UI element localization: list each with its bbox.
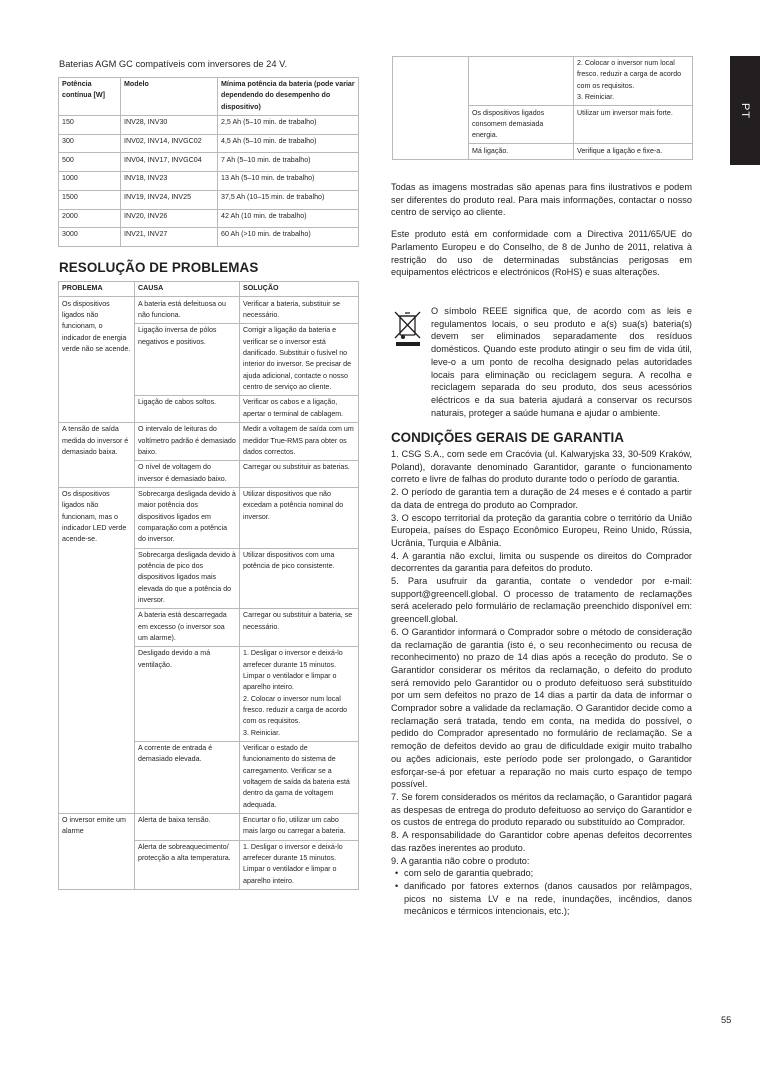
- troubleshooting-title: RESOLUÇÃO DE PROBLEMAS: [59, 260, 259, 275]
- solution-cell: Verifique a ligação e fixe-a.: [574, 144, 693, 159]
- solution-cell: Carregar ou substituir a bateria, se necessário.: [240, 609, 359, 647]
- table-row: [59, 297, 359, 324]
- model-cell: INV21, INV27: [121, 228, 218, 247]
- table-row: [59, 487, 359, 548]
- cause-cell: Alerta de sobreaquecimento/ protecção a alta temperatura.: [135, 840, 240, 889]
- warranty-title: CONDIÇÕES GERAIS DE GARANTIA: [391, 430, 624, 445]
- solution-cell: 1. Desligar o inversor e deixá-lo arrefecer durante 15 minutos. Limpar o ventilador e limpar o aparelho inteiro.: [240, 840, 359, 889]
- solution-cell: Verificar os cabos e a ligação, apertar o terminal de cablagem.: [240, 396, 359, 423]
- table-row: [59, 134, 359, 153]
- table-row: [59, 423, 359, 461]
- cause-cell: Ligação inversa de pólos negativos e positivos.: [135, 324, 240, 396]
- warranty-paragraph: 5. Para usufruir da garantia, contate o vendedor por e-mail: support@greencell.global. O processo de tratamento de reclamações será acelerado pelo formulário de reclamação preenchido disponível em: greencell.global.: [391, 576, 692, 625]
- cause-cell: Alerta de baixa tensão.: [135, 813, 240, 840]
- model-cell: INV19, INV24, INV25: [121, 190, 218, 209]
- table-row: [59, 116, 359, 135]
- images-note: Todas as imagens mostradas são apenas para fins ilustrativos e podem ser diferentes do produto real. Para mais informações, contactar o nosso centro de serviço ao cliente.: [391, 182, 692, 218]
- battery-cell: 4,5 Ah (5–10 min. de trabalho): [218, 134, 359, 153]
- solution-cell: Encurtar o fio, utilizar um cabo mais largo ou carregar a bateria.: [240, 813, 359, 840]
- troubleshooting-table-continued: [392, 56, 693, 160]
- cause-cell: O nível de voltagem do inversor é demasiado baixo.: [135, 461, 240, 488]
- power-cell: 1500: [59, 190, 121, 209]
- page-number: 55: [721, 1015, 732, 1025]
- warranty-paragraph: 1. CSG S.A., com sede em Cracóvia (ul. Kalwaryjska 33, 30-509 Kraków, Poland), doravante denominado Garantidor, garante o funcionamento correto e livre de falhas do produto durante todo o período de garantia.: [391, 449, 692, 485]
- power-cell: 150: [59, 116, 121, 135]
- problem-cell: A tensão de saída medida do inversor é demasiado baixa.: [59, 423, 135, 488]
- language-tab: [730, 56, 760, 165]
- table-row: [59, 172, 359, 191]
- table-header-row: [59, 282, 359, 297]
- solution-cell: [574, 57, 693, 106]
- model-cell: INV04, INV17, INVGC04: [121, 153, 218, 172]
- warranty-paragraph: 2. O período de garantia tem a duração de 24 meses e é contado a partir da data de entrega do produto ao Comprador.: [391, 487, 692, 510]
- solution-cell: Corrigir a ligação da bateria e verificar se o inversor está danificado. Substituir o fusível no interior do inversor. Se precisar de ajuda adicional, contacte o nosso centro de serviço ao cliente.: [240, 324, 359, 396]
- warranty-paragraph: 8. A responsabilidade do Garantidor cobre apenas defeitos decorrentes das razões inerentes ao produto.: [391, 830, 692, 853]
- battery-cell: 37,5 Ah (10–15 min. de trabalho): [218, 190, 359, 209]
- list-item: • danificado por fatores externos (danos causados por relâmpagos, picos no sistema LV e na rede, inundações, incêndios, danos mecânicos e térmicos intencionais, etc.);: [391, 880, 692, 918]
- list-item: • com selo de garantia quebrado;: [391, 867, 692, 880]
- cause-cell: O intervalo de leituras do voltímetro padrão é demasiado baixo.: [135, 423, 240, 461]
- battery-cell: 2,5 Ah (5–10 min. de trabalho): [218, 116, 359, 135]
- language-tab-label: PT: [739, 102, 751, 119]
- notes-block: [391, 181, 692, 288]
- cause-cell: A corrente de entrada é demasiado elevada.: [135, 741, 240, 813]
- model-cell: INV18, INV23: [121, 172, 218, 191]
- solution-cell: Utilizar dispositivos com uma potência de pico consistente.: [240, 548, 359, 609]
- cause-cell: Má ligação.: [469, 144, 574, 159]
- table-row: [59, 228, 359, 247]
- header-solution: SOLUÇÃO: [240, 282, 359, 297]
- warranty-paragraph: 9. A garantia não cobre o produto:: [391, 855, 530, 866]
- header-problem: PROBLEMA: [59, 282, 135, 297]
- cause-cell-continued: [469, 57, 574, 106]
- solution-cell: Carregar ou substituir as baterias.: [240, 461, 359, 488]
- table-row: [393, 57, 693, 106]
- warranty-paragraph: 4. A garantia não exclui, limita ou suspende os direitos do Comprador decorrentes da garantia para defeitos do produto.: [391, 550, 692, 574]
- battery-cell: 60 Ah (>10 min. de trabalho): [218, 228, 359, 247]
- problem-cell-continued: [393, 57, 469, 160]
- problem-cell: Os dispositivos ligados não funcionam, o indicador de energia verde não se acende.: [59, 297, 135, 423]
- power-cell: 3000: [59, 228, 121, 247]
- header-power: Potência contínua [W]: [59, 78, 121, 116]
- cause-cell: A bateria está defeituosa ou não funciona.: [135, 297, 240, 324]
- model-cell: INV02, INV14, INVGC02: [121, 134, 218, 153]
- power-cell: 2000: [59, 209, 121, 228]
- weee-note: [391, 305, 692, 428]
- problem-cell: Os dispositivos ligados não funcionam, mas o indicador LED verde acende-se.: [59, 487, 135, 813]
- cause-cell: Ligação de cabos soltos.: [135, 396, 240, 423]
- rohs-note: Este produto está em conformidade com a Directiva 2011/65/UE do Parlamento Europeu e do Conselho, de 8 de Junho de 2011, relativa à restrição do uso de determinadas substâncias perigosas em equipamentos eléctricos e electrónicos (RoHS) e suas alterações.: [391, 229, 692, 278]
- troubleshooting-table: [58, 281, 359, 890]
- table-row: [59, 190, 359, 209]
- solution-cell: [240, 647, 359, 742]
- warranty-exclusions-list: [391, 867, 692, 918]
- weee-paragraph: O símbolo REEE significa que, de acordo com as leis e regulamentos locais, o seu produto e a(s) sua(s) bateria(s) devem ser eliminados separadamente dos resíduos domésticos. Quando este produto atingir o seu fim de vida útil, leve-o a um ponto de recolha designado pelas autoridades locais para eliminação ou reciclagem segura. A recolha e reciclagem separada do seu produto, dos seus acessórios eléctricos e da sua bateria ajudará a conservar os recursos naturais, proteger a saúde humana e ajudar o ambiente.: [431, 306, 692, 418]
- solution-step: 2. Colocar o inversor num local fresco. reduzir a carga de acordo com os requisitos.: [577, 59, 682, 90]
- power-cell: 300: [59, 134, 121, 153]
- solution-step: 1. Desligar o inversor e deixá-lo arrefecer durante 15 minutos. Limpar o ventilador e limpar o aparelho inteiro.: [243, 649, 343, 692]
- warranty-paragraph: 6. O Garantidor informará o Comprador sobre o método de consideração da reclamação de garantia (isto é, o seu reconhecimento ou recusa de reconhecimento) no prazo de 14 dias após a receção do produto. Se o Garantidor considerar os méritos da reclamação, o defeito do produto será removido pelo Garantidor ou o produto defeituoso será substituído por um sem defeitos no prazo de 14 dias a partir da data de informar o Comprador sobre a validade da reclamação. O Garantidor decide como a reclamação será tratada, tendo em conta, na medida do possível, o pedido do Comprador apresentado no formulário de reclamação. Se a remoção de defeitos devido ao grau de dificuldade exigir muito trabalho ou ações adicionais, este período pode ser prolongado, o Garantidor esforçar-se-á por efetuar a reparação no mais curto espaço de tempo possível.: [391, 626, 692, 790]
- power-cell: 500: [59, 153, 121, 172]
- solution-cell: Utilizar um inversor mais forte.: [574, 106, 693, 144]
- problem-cell: O inversor emite um alarme: [59, 813, 135, 889]
- cause-cell: Sobrecarga desligada devido à potência de pico dos dispositivos ligados mais elevada do que a potência do inversor.: [135, 548, 240, 609]
- header-cause: CAUSA: [135, 282, 240, 297]
- table-row: [59, 813, 359, 840]
- warranty-paragraph: 3. O escopo territorial da proteção da garantia cobre o território da União Europeia, países do Espaço Econômico Europeu, Reino Unido, Rússia, Ucrânia, Turquia e Albânia.: [391, 512, 692, 548]
- battery-cell: 13 Ah (5–10 min. de trabalho): [218, 172, 359, 191]
- power-cell: 1000: [59, 172, 121, 191]
- warranty-paragraph: 7. Se forem considerados os méritos da reclamação, o Garantidor pagará as despesas de entrega do produto defeituoso ao serviço do Garantidor e os custos de entrega do produto reparado ou substituído ao Comprador.: [391, 791, 692, 828]
- battery-compatibility-table: [58, 77, 359, 247]
- cause-cell: A bateria está descarregada em excesso (o inversor soa um alarme).: [135, 609, 240, 647]
- header-min-battery: Mínima potência da bateria (pode variar dependendo do desempenho do dispositivo): [218, 78, 359, 116]
- battery-cell: 7 Ah (5–10 min. de trabalho): [218, 153, 359, 172]
- solution-step: 2. Colocar o inversor num local fresco. reduzir a carga de acordo com os requisitos.: [243, 694, 348, 726]
- table-row: [59, 153, 359, 172]
- table-header-row: [59, 78, 359, 116]
- model-cell: INV28, INV30: [121, 116, 218, 135]
- battery-cell: 42 Ah (10 min. de trabalho): [218, 209, 359, 228]
- solution-cell: Medir a voltagem de saída com um medidor True-RMS para obter os dados correctos.: [240, 423, 359, 461]
- battery-table-caption: Baterias AGM GC compatíveis com inversores de 24 V.: [59, 59, 288, 69]
- solution-cell: Verificar o estado de funcionamento do sistema de carregamento. Verificar se a voltagem de saída da bateria está dentro da gama de voltagem adequada.: [240, 741, 359, 813]
- cause-cell: Desligado devido a má ventilação.: [135, 647, 240, 742]
- solution-cell: Verificar a bateria, substituir se necessário.: [240, 297, 359, 324]
- warranty-text: [391, 448, 692, 918]
- solution-cell: Utilizar dispositivos que não excedam a potência nominal do inversor.: [240, 487, 359, 548]
- table-row: [59, 209, 359, 228]
- cause-cell: Os dispositivos ligados consomem demasiada energia.: [469, 106, 574, 144]
- solution-step: 3. Reiniciar.: [577, 93, 615, 102]
- header-model: Modelo: [121, 78, 218, 116]
- cause-cell: Sobrecarga desligada devido à maior potência dos dispositivos ligados em comparação com a potência do inversor.: [135, 487, 240, 548]
- solution-step: 3. Reiniciar.: [243, 728, 281, 737]
- model-cell: INV20, INV26: [121, 209, 218, 228]
